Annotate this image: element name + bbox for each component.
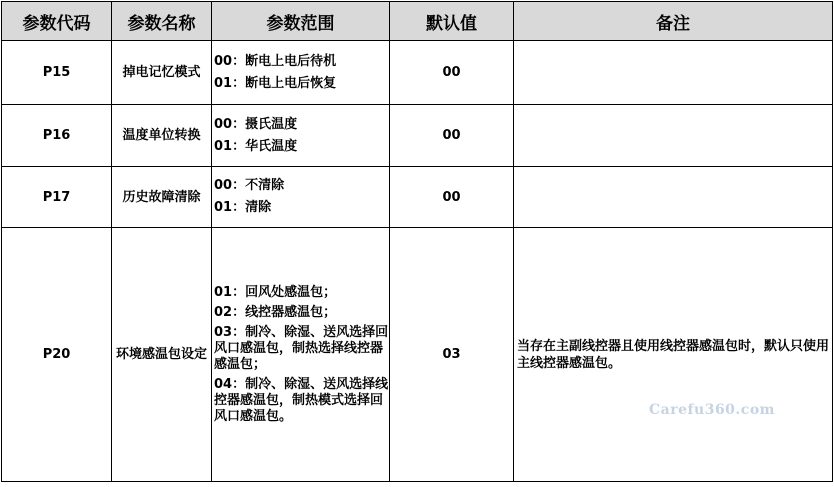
range-option: 04：制冷、除湿、送风选择线控器感温包，制热模式选择回风口感温包。 <box>214 376 389 424</box>
default-value: 00 <box>390 41 514 105</box>
param-name: 历史故障清除 <box>112 167 212 228</box>
range-option: 01：断电上电后恢复 <box>214 75 337 91</box>
header-default-value: 默认值 <box>390 2 514 41</box>
param-code: P15 <box>2 41 112 105</box>
default-value: 03 <box>390 228 514 482</box>
param-name: 温度单位转换 <box>112 105 212 167</box>
param-name: 掉电记忆模式 <box>112 41 212 105</box>
header-row <box>2 2 833 41</box>
table-row <box>2 105 833 167</box>
param-range <box>212 167 390 228</box>
range-option: 01：清除 <box>214 200 272 215</box>
header-param-range: 参数范围 <box>212 2 390 41</box>
param-code: P16 <box>2 105 112 167</box>
remark: 当存在主副线控器且使用线控器感温包时，默认只使用主线控器感温包。 <box>514 228 833 482</box>
header-param-name: 参数名称 <box>112 2 212 41</box>
range-option: 01：回风处感温包； <box>214 284 337 300</box>
table-row <box>2 228 833 482</box>
param-name: 环境感温包设定 <box>112 228 212 482</box>
remark <box>514 41 833 105</box>
range-option: 00：断电上电后待机 <box>214 53 337 69</box>
header-remarks: 备注 <box>514 2 833 41</box>
range-option: 02：线控器感温包； <box>214 304 337 320</box>
param-range <box>212 41 390 105</box>
watermark: Carefu360.com <box>649 402 775 418</box>
remark <box>514 105 833 167</box>
table-row <box>2 167 833 228</box>
range-option: 00：摄氏温度 <box>214 116 298 132</box>
header-param-code: 参数代码 <box>2 2 112 41</box>
remark <box>514 167 833 228</box>
default-value: 00 <box>390 105 514 167</box>
range-option: 03：制冷、除湿、送风选择回风口感温包，制热选择线控器感温包； <box>214 324 389 372</box>
default-value: 00 <box>390 167 514 228</box>
param-range <box>212 228 390 482</box>
table-row <box>2 41 833 105</box>
range-option: 01：华氏温度 <box>214 138 298 154</box>
param-code: P20 <box>2 228 112 482</box>
range-option: 00：不清除 <box>214 178 285 193</box>
param-code: P17 <box>2 167 112 228</box>
param-range <box>212 105 390 167</box>
